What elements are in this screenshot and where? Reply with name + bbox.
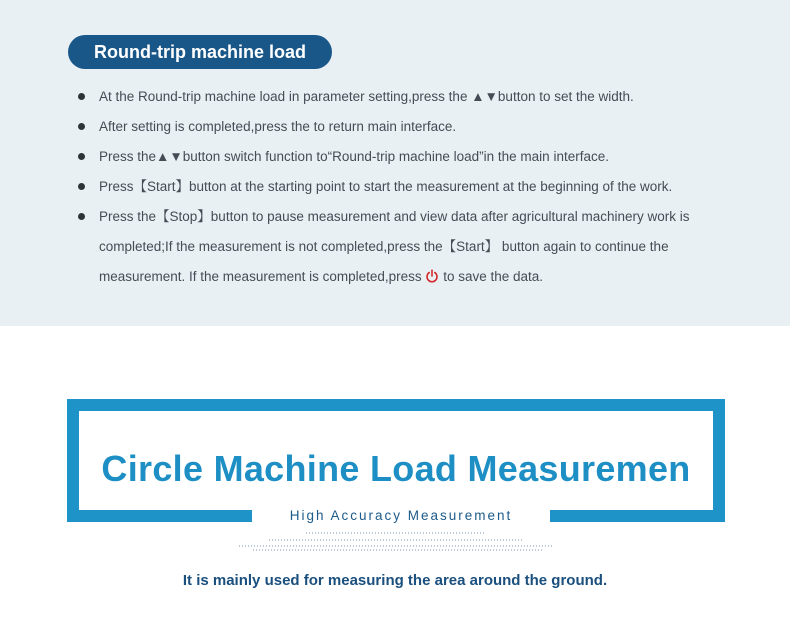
decorative-dotted-line — [305, 532, 485, 534]
list-item-text: Press the【Stop】button to pause measurement and view data after agricultural machinery work is completed;If the measurement is not completed,press the【Start】 button again to continue the measurement. If the measurement is completed,press — [99, 209, 690, 284]
bullet-dot-icon — [78, 153, 85, 160]
list-item — [78, 172, 728, 202]
list-item-text: At the Round-trip machine load in parameter setting,press the ▲▼button to set the width. — [99, 89, 634, 104]
list-item — [78, 142, 728, 172]
section-title-pill: Round-trip machine load — [68, 35, 332, 69]
bullet-dot-icon — [78, 213, 85, 220]
list-item — [78, 202, 728, 292]
list-item-text: After setting is completed,press the to return main interface. — [99, 119, 457, 134]
decorative-dotted-line — [238, 545, 553, 547]
list-item-text: Press【Start】button at the starting point to start the measurement at the beginning of the work. — [99, 179, 673, 194]
bullet-dot-icon — [78, 93, 85, 100]
decorative-dotted-line — [268, 539, 523, 541]
power-icon — [425, 269, 439, 283]
bullet-dot-icon — [78, 183, 85, 190]
banner-frame — [67, 399, 725, 522]
banner-title: Circle Machine Load Measuremen — [101, 448, 691, 489]
list-item-text-end: to save the data. — [443, 269, 544, 284]
banner-description: It is mainly used for measuring the area around the ground. — [182, 572, 608, 589]
bullet-dot-icon — [78, 123, 85, 130]
instruction-list — [78, 82, 728, 292]
list-item — [78, 112, 728, 142]
banner-frame-inner — [79, 411, 713, 510]
list-item — [78, 82, 728, 112]
list-item-text: Press the▲▼button switch function to“Round-trip machine load”in the main interface. — [99, 149, 609, 164]
decorative-dotted-line — [252, 549, 542, 551]
banner-subtitle: High Accuracy Measurement — [289, 508, 513, 523]
